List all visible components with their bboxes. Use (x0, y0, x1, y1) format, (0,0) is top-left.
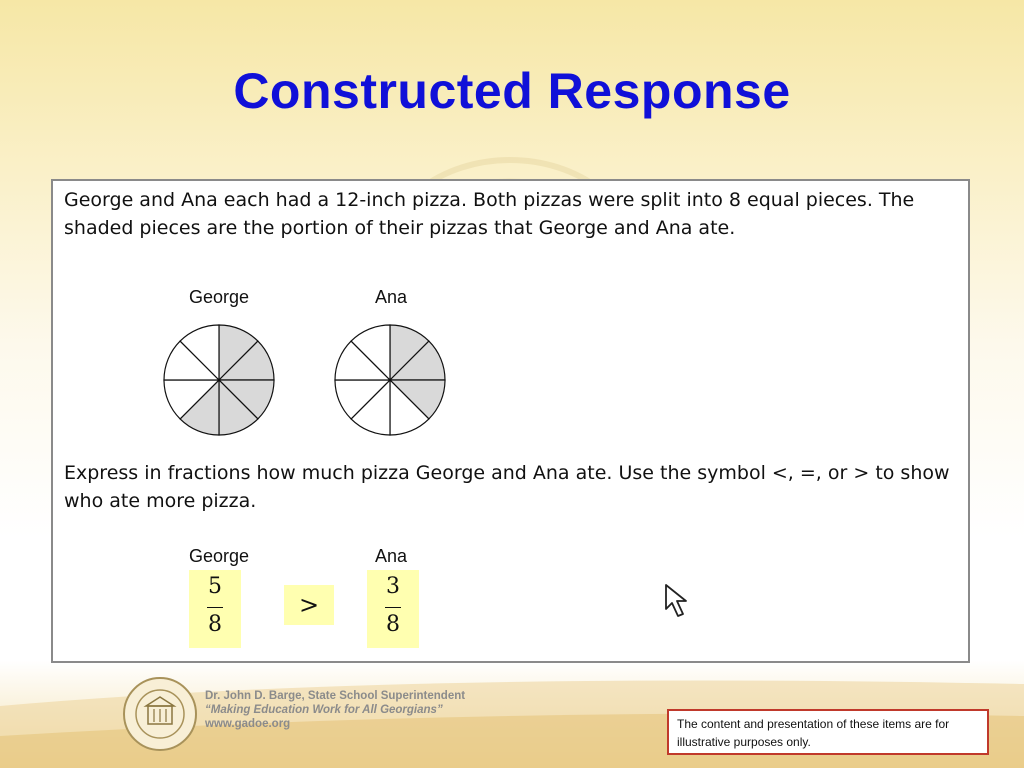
george-fraction (189, 570, 241, 648)
ana-fraction-bar (385, 607, 401, 608)
ana-numerator: 3 (386, 574, 400, 599)
ana-pizza-diagram (332, 322, 448, 438)
disclaimer-box: The content and presentation of these items are for illustrative purposes only. (667, 709, 989, 755)
george-fraction-bar (207, 607, 223, 608)
pizza-label-ana: Ana (374, 287, 408, 307)
problem-question: Express in fractions how much pizza George and Ana ate. Use the symbol <, =, or > to show who ate more pizza. (64, 462, 950, 512)
george-numerator: 5 (208, 574, 222, 599)
department-of-education-seal-icon (122, 676, 198, 752)
footer-superintendent: Dr. John D. Barge, State School Superintendent (205, 690, 466, 702)
footer-motto: “Making Education Work for All Georgians” (205, 704, 443, 716)
mouse-pointer-icon (664, 583, 700, 621)
pizza-label-george: George (188, 287, 250, 307)
george-denominator: 8 (208, 612, 222, 637)
footer-website-link[interactable]: www.gadoe.org (205, 718, 291, 730)
slide-title: Constructed Response (233, 63, 791, 119)
george-pizza-diagram (161, 322, 277, 438)
answer-label-george: George (188, 546, 250, 566)
problem-intro: George and Ana each had a 12-inch pizza. Both pizzas were split into 8 equal pieces. The shaded pieces are the portion of their pizzas that George and Ana ate. (64, 189, 915, 239)
ana-denominator: 8 (386, 612, 400, 637)
question-panel (51, 179, 970, 663)
ana-fraction (367, 570, 419, 648)
answer-label-ana: Ana (374, 546, 408, 566)
comparison-symbol: > (284, 585, 334, 625)
